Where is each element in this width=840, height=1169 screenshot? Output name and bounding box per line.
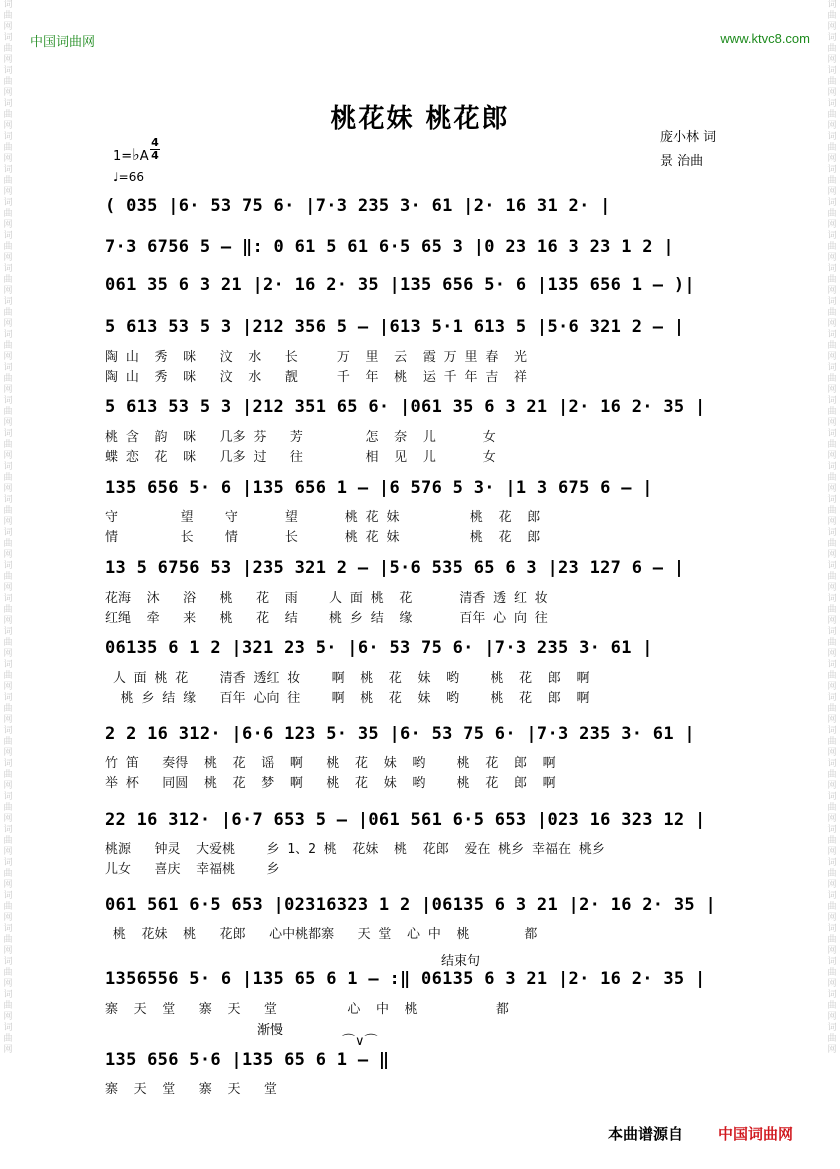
music-system-13: 135 656 5·6 |135 65 6 1 – ‖ (105, 1050, 390, 1070)
time-signature-bottom: 4 (151, 149, 159, 162)
music-system-3: 061 35 6 3 21 |2· 16 2· 35 |135 656 5· 6 |135 656 1 – )| (105, 275, 695, 295)
music-system-12: 1356556 5· 6 |135 65 6 1 – :‖ 06135 6 3 21 |2· 16 2· 35 | (105, 969, 706, 989)
site-url-link[interactable]: www.ktvc8.com (720, 31, 810, 46)
lyric-line: 儿女 喜庆 幸福桃 乡 (105, 862, 280, 877)
key-note: A (139, 149, 149, 164)
lyric-line: 竹 笛 奏得 桃 花 谣 啊 桃 花 妹 哟 桃 花 郎 啊 (105, 756, 556, 771)
lyric-line: 举 杯 同圆 桃 花 梦 啊 桃 花 妹 哟 桃 花 郎 啊 (105, 776, 556, 791)
key-prefix: 1= (113, 149, 133, 164)
music-system-1: ( 035 |6· 53 75 6· |7·3 235 3· 61 |2· 16 31 2· | (105, 196, 611, 216)
lyric-line: 寨 天 堂 寨 天 堂 (105, 1082, 277, 1097)
footer-site-link[interactable]: 中国词曲网 (718, 1125, 794, 1143)
music-system-7: 13 5 6756 53 |235 321 2 – |5·6 535 65 6 3 |23 127 6 – | (105, 558, 685, 578)
song-title: 桃花妹 桃花郎 (330, 104, 510, 134)
music-system-2: 7·3 6756 5 – ‖: 0 61 5 61 6·5 65 3 |0 23 16 3 23 1 2 | (105, 237, 674, 257)
music-system-4: 5 613 53 5 3 |212 356 5 – |613 5·1 613 5 |5·6 321 2 – | (105, 317, 685, 337)
tempo-value: =66 (118, 170, 144, 184)
lyric-line: 寨 天 堂 寨 天 堂 心 中 桃 都 (105, 1002, 509, 1017)
lyric-line: 情 长 情 长 桃 花 妹 桃 花 郎 (105, 530, 541, 545)
music-system-6: 135 656 5· 6 |135 656 1 – |6 576 5 3· |1 3 675 6 – | (105, 478, 653, 498)
lyric-line: 陶 山 秀 咪 汶 水 长 万 里 云 霞 万 里 春 光 (105, 350, 527, 365)
composer-credit: 景 治曲 (660, 154, 704, 169)
lyric-line: 人 面 桃 花 清香 透红 妆 啊 桃 花 妹 哟 桃 花 郎 啊 (105, 671, 590, 686)
music-system-10: 22 16 312· |6·7 653 5 – |061 561 6·5 653 |023 16 323 12 | (105, 810, 706, 830)
lyric-line: 桃 乡 结 缘 百年 心向 往 啊 桃 花 妹 哟 桃 花 郎 啊 (105, 691, 590, 706)
music-system-9: 2 2 16 312· |6·6 123 5· 35 |6· 53 75 6· |7·3 235 3· 61 | (105, 724, 695, 744)
time-signature-top: 4 (151, 136, 159, 149)
lyric-line: 守 望 守 望 桃 花 妹 桃 花 郎 (105, 510, 541, 525)
lyric-line: 蝶 恋 花 咪 几多 过 往 相 见 儿 女 (105, 450, 496, 465)
music-system-11: 061 561 6·5 653 |02316323 1 2 |06135 6 3 21 |2· 16 2· 35 | (105, 895, 717, 915)
music-system-5: 5 613 53 5 3 |212 351 65 6· |061 35 6 3 21 |2· 16 2· 35 | (105, 397, 706, 417)
watermark-right: 词曲网词曲网词曲网词曲网词曲网词曲网词曲网词曲网词曲网词曲网词曲网词曲网词曲网词曲网词曲网词曲网词曲网词曲网词曲网词曲网词曲网词曲网词曲网词曲网词曲网词曲网词曲网词曲网词曲网词曲网词曲网词曲网 (827, 0, 837, 1055)
ending-label: 结束句 (441, 954, 481, 969)
footer-source-label: 本曲谱源自 (608, 1125, 684, 1143)
lyric-line: 桃 花妹 桃 花郎 心中桃都寨 天 堂 心 中 桃 都 (105, 927, 538, 942)
lyric-line: 花海 沐 浴 桃 花 雨 人 面 桃 花 清香 透 红 妆 (105, 591, 548, 606)
site-name-link[interactable]: 中国词曲网 (30, 35, 96, 50)
time-signature (150, 137, 160, 162)
lyric-line: 桃源 钟灵 大爱桃 乡 1、2 桃 花妹 桃 花郎 爱在 桃乡 幸福在 桃乡 (105, 842, 605, 857)
flat-symbol: ♭ (132, 145, 140, 164)
fermata-icon: ⌒∨⌒ (342, 1034, 378, 1049)
lyricist-credit: 庞小林 词 (660, 130, 717, 145)
music-system-8: 06135 6 1 2 |321 23 5· |6· 53 75 6· |7·3 235 3· 61 | (105, 638, 653, 658)
quarter-note-icon: ♩ (113, 170, 119, 184)
dynamic-marking: 渐慢 (257, 1023, 284, 1038)
watermark-left: 词曲网词曲网词曲网词曲网词曲网词曲网词曲网词曲网词曲网词曲网词曲网词曲网词曲网词曲网词曲网词曲网词曲网词曲网词曲网词曲网词曲网词曲网词曲网词曲网词曲网词曲网词曲网词曲网词曲网词曲网词曲网词曲网 (3, 0, 13, 1055)
lyric-line: 桃 含 韵 咪 几多 芬 芳 怎 奈 儿 女 (105, 430, 496, 445)
key-signature (113, 145, 149, 164)
lyric-line: 陶 山 秀 咪 汶 水 靓 千 年 桃 运 千 年 吉 祥 (105, 370, 527, 385)
lyric-line: 红绳 牵 来 桃 花 结 桃 乡 结 缘 百年 心 向 往 (105, 611, 548, 626)
tempo-marking (113, 170, 144, 184)
